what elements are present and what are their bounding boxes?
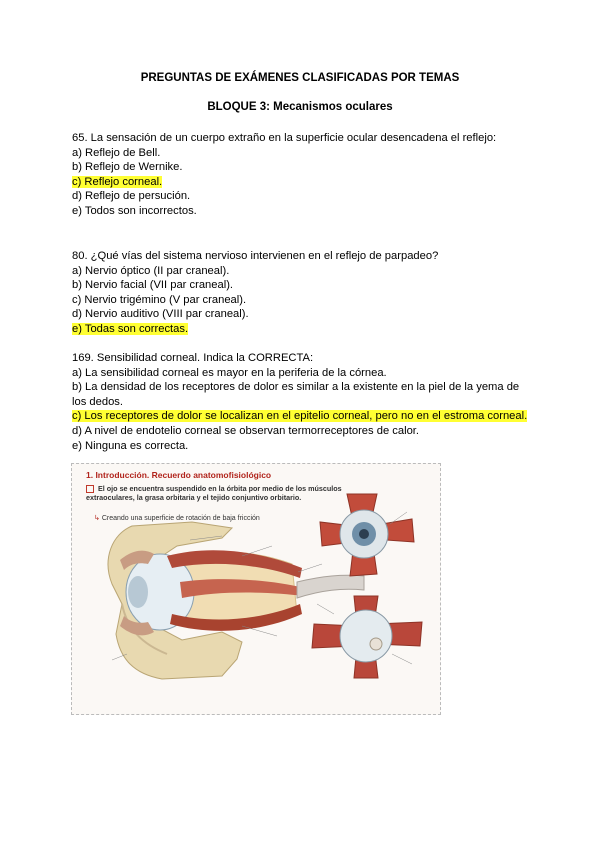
option-d: d) A nivel de endotelio corneal se observan termorreceptores de calor.: [72, 424, 420, 437]
option-a: a) La sensibilidad corneal es mayor en la periferia de la córnea.: [72, 366, 387, 379]
block-title: BLOQUE 3: Mecanismos oculares: [207, 101, 393, 113]
option-c-correct: c) Los receptores de dolor se localizan en el epitelio corneal, pero no en el estroma corneal.: [72, 410, 528, 423]
option-e-correct: e) Todas son correctas.: [72, 322, 189, 335]
question-80: [72, 249, 532, 337]
option-d: d) Nervio auditivo (VIII par craneal).: [72, 308, 249, 321]
option-a: a) Nervio óptico (II par craneal).: [72, 264, 230, 277]
eye-anatomy-figure: [71, 463, 441, 715]
figure-subpoint-text: Creando una superficie de rotación de baja fricción: [101, 515, 260, 522]
option-b: b) Nervio facial (VII par craneal).: [72, 279, 234, 292]
option-e: e) Todos son incorrectos.: [72, 204, 197, 217]
option-b: b) La densidad de los receptores de dolor es similar a la existente en la piel de la yema de los dedos.: [72, 381, 520, 408]
figure-bullet: El ojo se encuentra suspendido en la órbita por medio de los músculos extraoculares, la grasa orbitaria y el tejido conjuntivo orbitario.: [86, 484, 342, 503]
question-169: [72, 351, 532, 453]
option-e: e) Ninguna es correcta.: [72, 439, 189, 452]
question-stem: 169. Sensibilidad corneal. Indica la CORRECTA:: [72, 352, 314, 364]
question-stem: 80. ¿Qué vías del sistema nervioso intervienen en el reflejo de parpadeo?: [72, 250, 439, 262]
bullet-square-icon: [86, 485, 94, 493]
document-title: PREGUNTAS DE EXÁMENES CLASIFICADAS POR TEMAS: [140, 72, 460, 84]
figure-bullet-text: [86, 484, 346, 502]
figure-heading: 1. Introducción. Recuerdo anatomofisiológico: [86, 470, 272, 480]
option-a: a) Reflejo de Bell.: [72, 146, 161, 159]
arrow-icon: ↳: [94, 515, 102, 522]
option-c: c) Nervio trigémino (V par craneal).: [72, 293, 247, 306]
question-stem: 65. La sensación de un cuerpo extraño en la superficie ocular desencadena el reflejo:: [72, 132, 497, 144]
option-c-correct: c) Reflejo corneal.: [72, 175, 163, 188]
option-d: d) Reflejo de persución.: [72, 190, 191, 203]
option-b: b) Reflejo de Wernike.: [72, 161, 183, 174]
figure-subpoint: [94, 514, 260, 522]
question-65: [72, 131, 532, 219]
